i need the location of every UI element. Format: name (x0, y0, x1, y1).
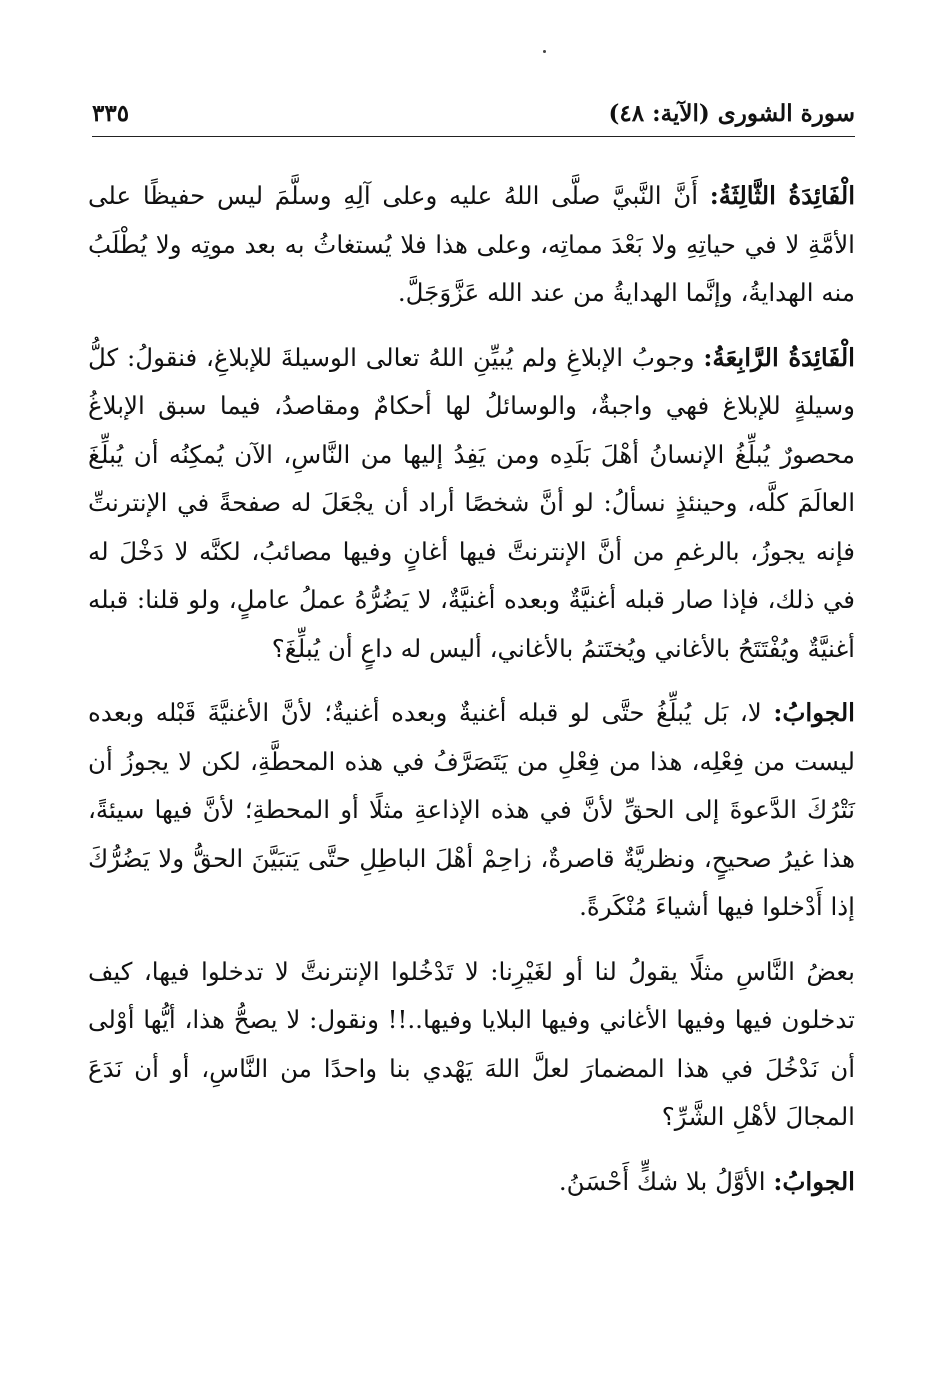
paragraph-text: بعضُ النَّاسِ مثلًا يقولُ لنا أو لغَيْرِنا: لا تَدْخُلوا الإنترنتَّ لا تدخلوا فيها، كيف تدخلون فيها وفيها الأغاني وفيها البلايا وفيها..!! ونقول: لا يصحُّ هذا، أيُّها أوْلى أن نَدْخُلَ في هذا المضمارَ لعلَّ اللهَ يَهْدي بنا واحدًا من النَّاسِ، أو أن نَدَعَ المجالَ لأهْلِ الشَّرِّ؟ (88, 956, 855, 1131)
paragraph-lead: الْفَائِدَةُ الثَّالِثَةُ: (709, 181, 855, 210)
paragraph-text: لا، بَل يُبلِّغُ حتَّى لو قبله أغنيةٌ وبعده أغنيةٌ؛ لأنَّ الأغنيَّةَ قَبْله وبعده ليست من فِعْلِه، هذا من فِعْلِ من يَتَصَرَّفُ في هذه المحطَّةِ، لكن لا يجوزُ أن نَتْرُكَ الدَّعوةَ إلى الحقِّ لأنَّ في هذه الإذاعةِ مثلًا أو المحطةِ؛ لأنَّ فيها سيئةً، هذا غيرُ صحيحٍ، ونظريَّةٌ قاصرةٌ، زاحِمْ أهْلَ الباطِلِ حتَّى يَتبَيَّنَ الحقُّ ولا يَضُرُّكَ إذا أَدْخلوا فيها أشياءَ مُنْكَرةً. (88, 698, 855, 921)
paragraph-text: أَنَّ النَّبيَّ صلَّى اللهُ عليه وعلى آلِهِ وسلَّمَ ليس حفيظًا على الأمَّةِ لا في حياتِهِ ولا بَعْدَ مماتِه، وعلى هذا فلا يُستغاثُ به بعد موتِه ولا يُطْلَبُ منه الهدايةُ، وإنَّما الهدايةُ من عند الله عَزَّوَجَلَّ. (88, 181, 855, 307)
running-title: سورة الشورى (الآية: ٤٨) (608, 100, 855, 127)
body-text (88, 172, 855, 1222)
header-rule (92, 136, 855, 137)
paragraph-answer-two (88, 1158, 855, 1207)
paragraph-third-benefit (88, 172, 855, 318)
paragraph-lead: الجوابُ: (773, 698, 855, 727)
page-speck (543, 50, 546, 53)
paragraph-text: وجوبُ الإبلاغِ ولم يُبيِّنِ اللهُ تعالى الوسيلةَ للإبلاغِ، فنقولُ: كلُّ وسيلةٍ للإبلاغ فهي واجبةٌ، والوسائلُ لها أحكامٌ ومقاصدُ، فيما سبق الإبلاغُ محصورٌ يُبلِّغُ الإنسانُ أهْلَ بَلَدِه ومن يَفِدُ إليها من النَّاسِ، الآن يُمكِنُه أن يُبلِّغَ العالَمَ كلَّه، وحينئذٍ نسألُ: لو أنَّ شخصًا أراد أن يجْعَلَ له صفحةً في الإنترنتِّ فإنه يجوزُ، بالرغمِ من أنَّ الإنترنتَّ فيها أغانٍ وفيها مصائبُ، لكنَّه لا دَخْلَ له في ذلك، فإذا صار قبله أغنيَّةٌ وبعده أغنيَّةٌ، لا يَضُرُّهُ عملُ عاملٍ، ولو قلنا: قبله أغنيَّةٌ ويُفْتَتَحُ بالأغاني ويُختَتمُ بالأغاني، أليس له داعٍ أن يُبلِّغَ؟ (88, 342, 855, 663)
paragraph-lead: الجوابُ: (773, 1166, 855, 1196)
paragraph-answer-one (88, 689, 855, 932)
page-header (92, 98, 855, 134)
page-number: ٣٣٥ (92, 100, 130, 127)
paragraph-lead: الْفَائِدَةُ الرَّابِعَةُ: (703, 342, 855, 372)
paragraph-fourth-benefit (88, 334, 855, 674)
paragraph-text: الأوَّلُ بلا شكٍّ أَحْسَنُ. (558, 1166, 774, 1196)
paragraph-objection (88, 948, 855, 1142)
